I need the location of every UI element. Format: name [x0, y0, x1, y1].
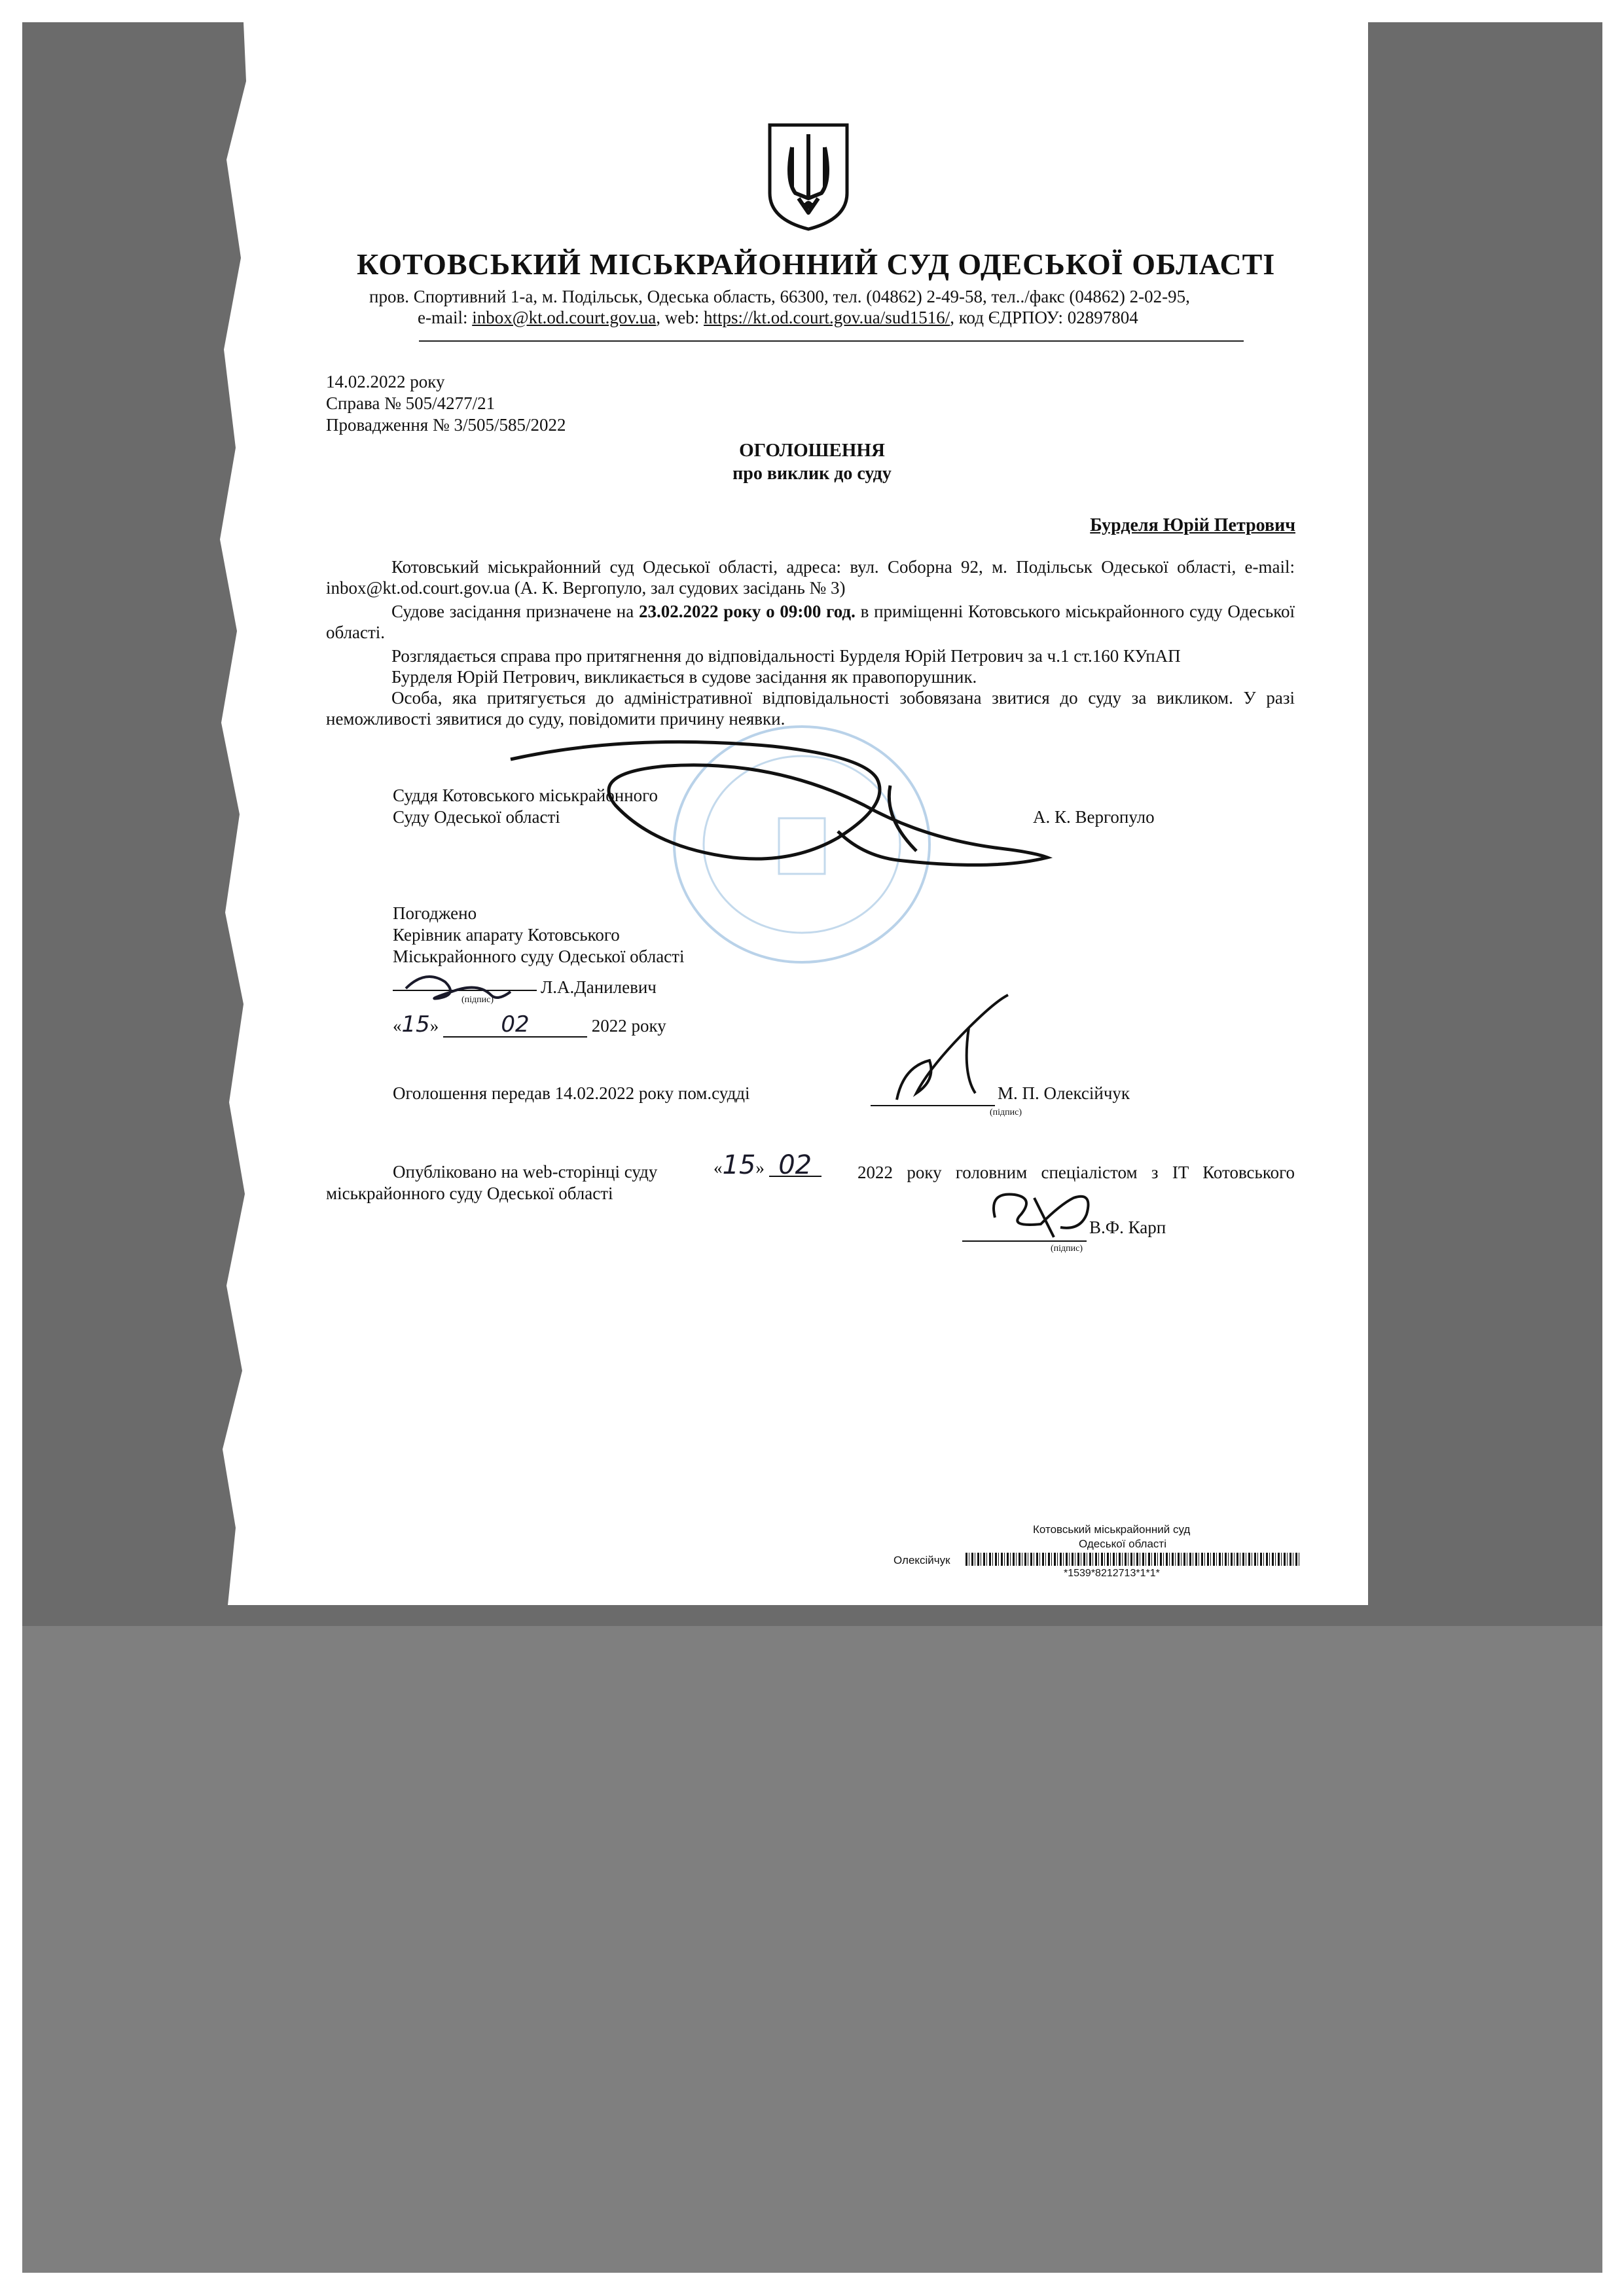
- hearing-datetime: 23.02.2022 року о 09:00 год.: [638, 602, 856, 621]
- agreed-date-year: 2022 року: [591, 1016, 666, 1036]
- published-day: 15: [722, 1150, 756, 1180]
- agreed-signature: [399, 962, 517, 1008]
- email-prefix: e-mail:: [418, 308, 473, 327]
- handover-signature: [890, 988, 1021, 1113]
- court-name: КОТОВСЬКИЙ МІСЬКРАЙОННИЙ СУД ОДЕСЬКОЇ ОБЛАСТІ: [357, 247, 1276, 281]
- published-text-a: Опубліковано на web-сторінці суду: [393, 1162, 658, 1182]
- paragraph-summons: Бурделя Юрій Петрович, викликається в судове засідання як правопорушник.: [391, 667, 977, 687]
- paragraph-case-subject: Розглядається справа про притягнення до відповідальності Бурделя Юрій Петрович за ч.1 ст.160 КУпАП: [391, 646, 1181, 666]
- recipient-name: Бурделя Юрій Петрович: [1090, 515, 1295, 535]
- paragraph-hearing-date: [326, 601, 1295, 643]
- agreed-date-day: 15: [401, 1011, 430, 1038]
- coat-of-arms-icon: [766, 121, 851, 232]
- document-title: ОГОЛОШЕННЯ: [739, 440, 885, 461]
- agreed-date-close: »: [429, 1016, 439, 1036]
- document-date: 14.02.2022 року: [326, 372, 445, 391]
- court-address: пров. Спортивний 1-а, м. Подільськ, Одеська область, 66300, тел. (04862) 2-49-58, тел../факс (04862) 2-02-95,: [369, 287, 1190, 306]
- agreed-sign-caption: (підпис): [461, 995, 494, 1005]
- published-name: В.Ф. Карп: [1089, 1218, 1166, 1237]
- footer-person: Олексійчук: [893, 1554, 950, 1566]
- footer-court-line2: Одеської області: [1079, 1538, 1166, 1550]
- paragraph-obligation: Особа, яка притягується до адміністративної відповідальності зобовязана звитися до суду за викликом. У разі неможливості зявитися до суду, повідомити причину неявки.: [326, 688, 1295, 729]
- footer-barcode: [965, 1553, 1299, 1566]
- judge-signature: [497, 707, 1060, 884]
- document-subtitle: про виклик до суду: [732, 463, 892, 484]
- hearing-text-b: в приміщенні Котовського міськрайонного суду Одеської області.: [326, 602, 1295, 642]
- agreed-title-line2: Міськрайонного суду Одеської області: [393, 947, 685, 966]
- footer-court-line1: Котовський міськрайонний суд: [1033, 1523, 1191, 1536]
- paragraph-court-address: Котовський міськрайонний суд Одеської області, адреса: вул. Соборна 92, м. Подільськ Одеської області, e-mail: inbox@kt.od.court.gov.ua (А. К. Вергопуло, зал судових засідань № 3): [326, 557, 1295, 598]
- agreed-name: Л.А.Данилевич: [541, 977, 657, 997]
- judge-title-line2: Суду Одеської області: [393, 807, 560, 827]
- agreed-date-month-line: [443, 1011, 587, 1038]
- edrpou-code: , код ЄДРПОУ: 02897804: [950, 308, 1138, 327]
- hearing-text-a: Судове засідання призначене на: [391, 602, 639, 621]
- agreed-date-open: «: [393, 1016, 402, 1036]
- published-text-b: 2022 року головним спеціалістом з IT Котовського міськрайонного суду Одеської області: [326, 1163, 1295, 1203]
- published-sign-caption: (підпис): [1051, 1244, 1083, 1254]
- published-date: «15» 02: [713, 1155, 821, 1178]
- agreed-title-line1: Керівник апарату Котовського: [393, 925, 620, 945]
- judge-name: А. К. Вергопуло: [1033, 807, 1155, 827]
- proceeding-number: Провадження № 3/505/585/2022: [326, 415, 566, 435]
- judge-title-line1: Суддя Котовського міськрайонного: [393, 786, 659, 805]
- agreed-label: Погоджено: [393, 903, 477, 923]
- court-web-link[interactable]: https://kt.od.court.gov.ua/sud1516/: [704, 308, 950, 327]
- handover-sign-caption: (підпис): [990, 1108, 1022, 1117]
- handover-name: М. П. Олексійчук: [998, 1083, 1130, 1103]
- published-month: 02: [769, 1155, 821, 1177]
- court-email-link[interactable]: inbox@kt.od.court.gov.ua: [472, 308, 657, 327]
- published-signature-line: [962, 1240, 1087, 1242]
- agreed-date: [393, 1011, 666, 1038]
- header-divider: [419, 340, 1244, 342]
- case-number: Справа № 505/4277/21: [326, 393, 496, 413]
- footer-barcode-text: *1539*8212713*1*1*: [1064, 1568, 1160, 1579]
- court-contacts: [418, 308, 1138, 328]
- agreed-date-month: 02: [501, 1011, 530, 1038]
- web-prefix: , web:: [656, 308, 704, 327]
- handover-text: Оголошення передав 14.02.2022 року пом.судді: [393, 1083, 750, 1103]
